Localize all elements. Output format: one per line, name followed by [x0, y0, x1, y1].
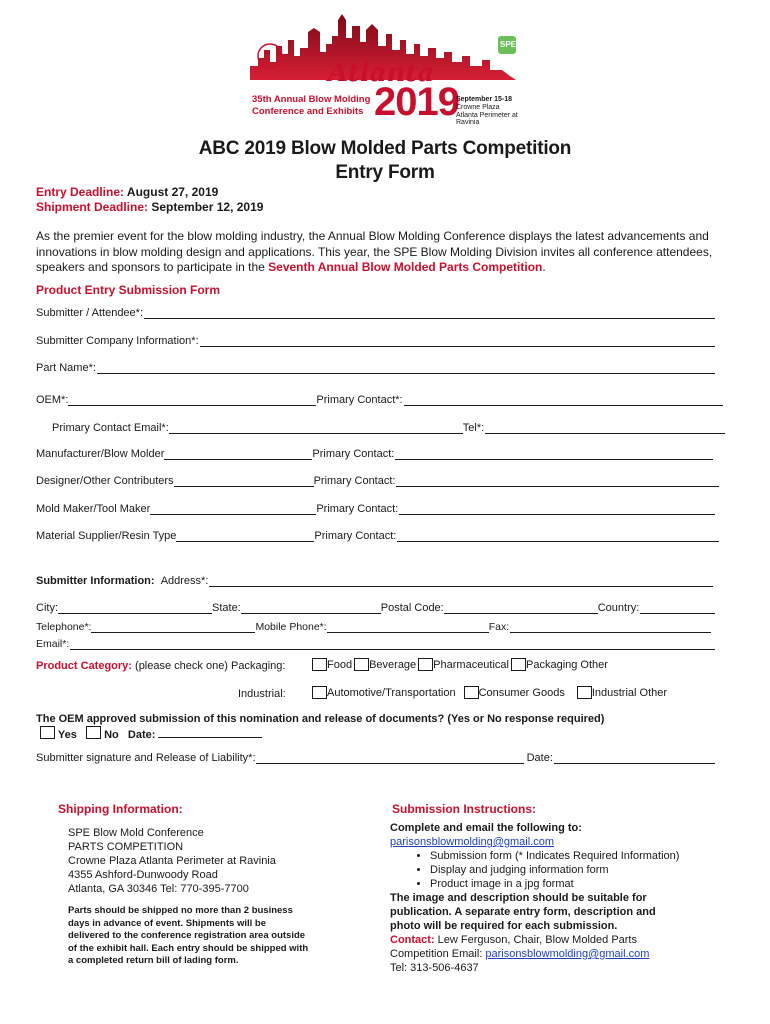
packaging-options: Food Beverage Pharmaceutical Packaging Other — [312, 658, 608, 671]
oem-input[interactable] — [68, 394, 316, 406]
shipping-line: PARTS COMPETITION — [68, 841, 184, 853]
postal-input[interactable] — [444, 602, 598, 614]
banner-city: Atlanta — [328, 58, 435, 88]
industrial-label: Industrial: — [238, 688, 286, 700]
part-name-input[interactable] — [97, 363, 715, 374]
pharmaceutical-checkbox[interactable] — [418, 658, 433, 671]
address-row: Submitter Information: Address*: — [36, 575, 714, 587]
shipping-line: Crowne Plaza Atlanta Perimeter at Ravinia — [68, 855, 276, 867]
banner-conference-line1: 35th Annual Blow Molding — [252, 94, 371, 105]
signature-date-input[interactable] — [554, 753, 715, 764]
category-packaging-row: Product Category: (please check one) Packaging: — [36, 660, 286, 672]
telephone-row: Telephone*: Mobile Phone*: Fax: — [36, 621, 712, 633]
shipping-address — [68, 826, 276, 896]
intro-paragraph: As the premier event for the blow molding industry, the Annual Blow Molding Conference displays the latest advancements and innovations in blow molding design and applications. This year, the SPE Blow Molding Division invites all conference attendees, speakers and sponsors to participate in the Seventh Annual Blow Molded Parts Competition. — [36, 229, 713, 274]
approval-no-checkbox[interactable] — [86, 726, 101, 739]
fax-input[interactable] — [510, 622, 711, 633]
company-row: Submitter Company Information*: — [36, 335, 716, 347]
designer-input[interactable] — [174, 475, 314, 487]
consumer-goods-checkbox[interactable] — [464, 686, 479, 699]
approval-date-input[interactable] — [158, 726, 262, 738]
city-input[interactable] — [58, 602, 212, 614]
shipment-deadline: Shipment Deadline: September 12, 2019 — [36, 200, 264, 214]
address-input[interactable] — [209, 576, 713, 587]
spe-logo: SPE — [500, 40, 517, 49]
state-input[interactable] — [241, 602, 381, 614]
form-subtitle: Entry Form — [335, 162, 435, 183]
submitter-input[interactable] — [144, 308, 715, 319]
approval-yes-checkbox[interactable] — [40, 726, 55, 739]
country-input[interactable] — [640, 603, 715, 614]
submission-email-link[interactable]: parisonsblowmolding@gmail.com — [390, 836, 555, 848]
email-row: Email*: — [36, 638, 716, 650]
mold-maker-input[interactable] — [150, 503, 316, 515]
shipping-line: Atlanta, GA 30346 Tel: 770-395-7700 — [68, 883, 249, 895]
submission-heading: Submission Instructions: — [392, 802, 537, 816]
industrial-options: Automotive/Transportation Consumer Goods Industrial Other — [312, 686, 667, 699]
approval-options: Yes No Date: — [40, 726, 262, 741]
banner-date: September 15-18 — [456, 96, 513, 103]
list-item: • Display and judging information form — [430, 863, 730, 877]
submission-note: The image and description should be suitable for publication. A separate entry form, description and photo will be required for each submission. — [390, 892, 656, 932]
oem-contact-input[interactable] — [404, 395, 723, 406]
food-checkbox[interactable] — [312, 658, 327, 671]
material-input[interactable] — [176, 530, 314, 542]
primary-email-row: Primary Contact Email*: Tel*: — [52, 422, 726, 434]
automotive-checkbox[interactable] — [312, 686, 327, 699]
mobile-input[interactable] — [327, 621, 489, 633]
material-contact-input[interactable] — [397, 531, 719, 542]
submission-block — [390, 821, 730, 975]
signature-row: Submitter signature and Release of Liability*: Date: — [36, 752, 716, 764]
mold-maker-contact-input[interactable] — [399, 504, 715, 515]
submission-list — [390, 849, 730, 891]
material-row: Material Supplier/Resin Type Primary Contact: — [36, 530, 720, 542]
mold-maker-row: Mold Maker/Tool Maker Primary Contact: — [36, 503, 716, 515]
contact-email-link[interactable]: parisonsblowmolding@gmail.com — [485, 948, 650, 960]
company-input[interactable] — [200, 336, 715, 347]
conference-banner — [230, 10, 530, 125]
designer-row: Designer/Other Contributers Primary Contact: — [36, 475, 720, 487]
signature-input[interactable] — [256, 752, 524, 764]
banner-conference-line2: Conference and Exhibits — [252, 106, 364, 117]
banner-venue1: Crowne Plaza — [456, 104, 500, 111]
manufacturer-row: Manufacturer/Blow Molder Primary Contact: — [36, 448, 714, 460]
product-form-heading: Product Entry Submission Form — [36, 283, 221, 297]
form-title: ABC 2019 Blow Molded Parts Competition — [198, 138, 572, 159]
email-input[interactable] — [70, 639, 715, 650]
submitter-row: Submitter / Attendee*: — [36, 307, 716, 319]
list-item: • Submission form (* Indicates Required Information) — [430, 849, 730, 863]
banner-year: 2019 — [374, 80, 459, 124]
industrial-other-checkbox[interactable] — [577, 686, 592, 699]
shipping-line: 4355 Ashford-Dunwoody Road — [68, 869, 218, 881]
contact-info: Contact: Lew Ferguson, Chair, Blow Molded Parts Competition Email: parisonsblowmolding@gmail.com — [390, 934, 650, 960]
entry-deadline: Entry Deadline: August 27, 2019 — [36, 185, 219, 199]
oem-row: OEM*: Primary Contact*: — [36, 394, 724, 406]
designer-contact-input[interactable] — [396, 476, 719, 487]
shipping-note: Parts should be shipped no more than 2 business days in advance of event. Shipments will be delivered to the conference registration area outside of the exhibit hall. Each entry should be shipped with a completed return bill of lading form. — [68, 905, 309, 966]
list-item: • Product image in a jpg format — [430, 877, 730, 891]
banner-venue2: Atlanta Perimeter at Ravinia — [456, 112, 518, 126]
approval-question: The OEM approved submission of this nomination and release of documents? (Yes or No response required) — [36, 713, 605, 725]
shipping-line: SPE Blow Mold Conference — [68, 827, 204, 839]
manufacturer-contact-input[interactable] — [395, 449, 713, 460]
telephone-input[interactable] — [91, 621, 255, 633]
shipping-heading: Shipping Information: — [58, 802, 183, 816]
packaging-other-checkbox[interactable] — [511, 658, 526, 671]
contact-tel: Tel: 313-506-4637 — [390, 962, 479, 974]
part-name-row: Part Name*: — [36, 362, 716, 374]
manufacturer-input[interactable] — [164, 448, 312, 460]
city-row: City: State: Postal Code: Country: — [36, 602, 716, 614]
primary-email-input[interactable] — [169, 422, 463, 434]
submission-intro: Complete and email the following to: — [390, 822, 582, 834]
primary-tel-input[interactable] — [485, 423, 725, 434]
beverage-checkbox[interactable] — [354, 658, 369, 671]
